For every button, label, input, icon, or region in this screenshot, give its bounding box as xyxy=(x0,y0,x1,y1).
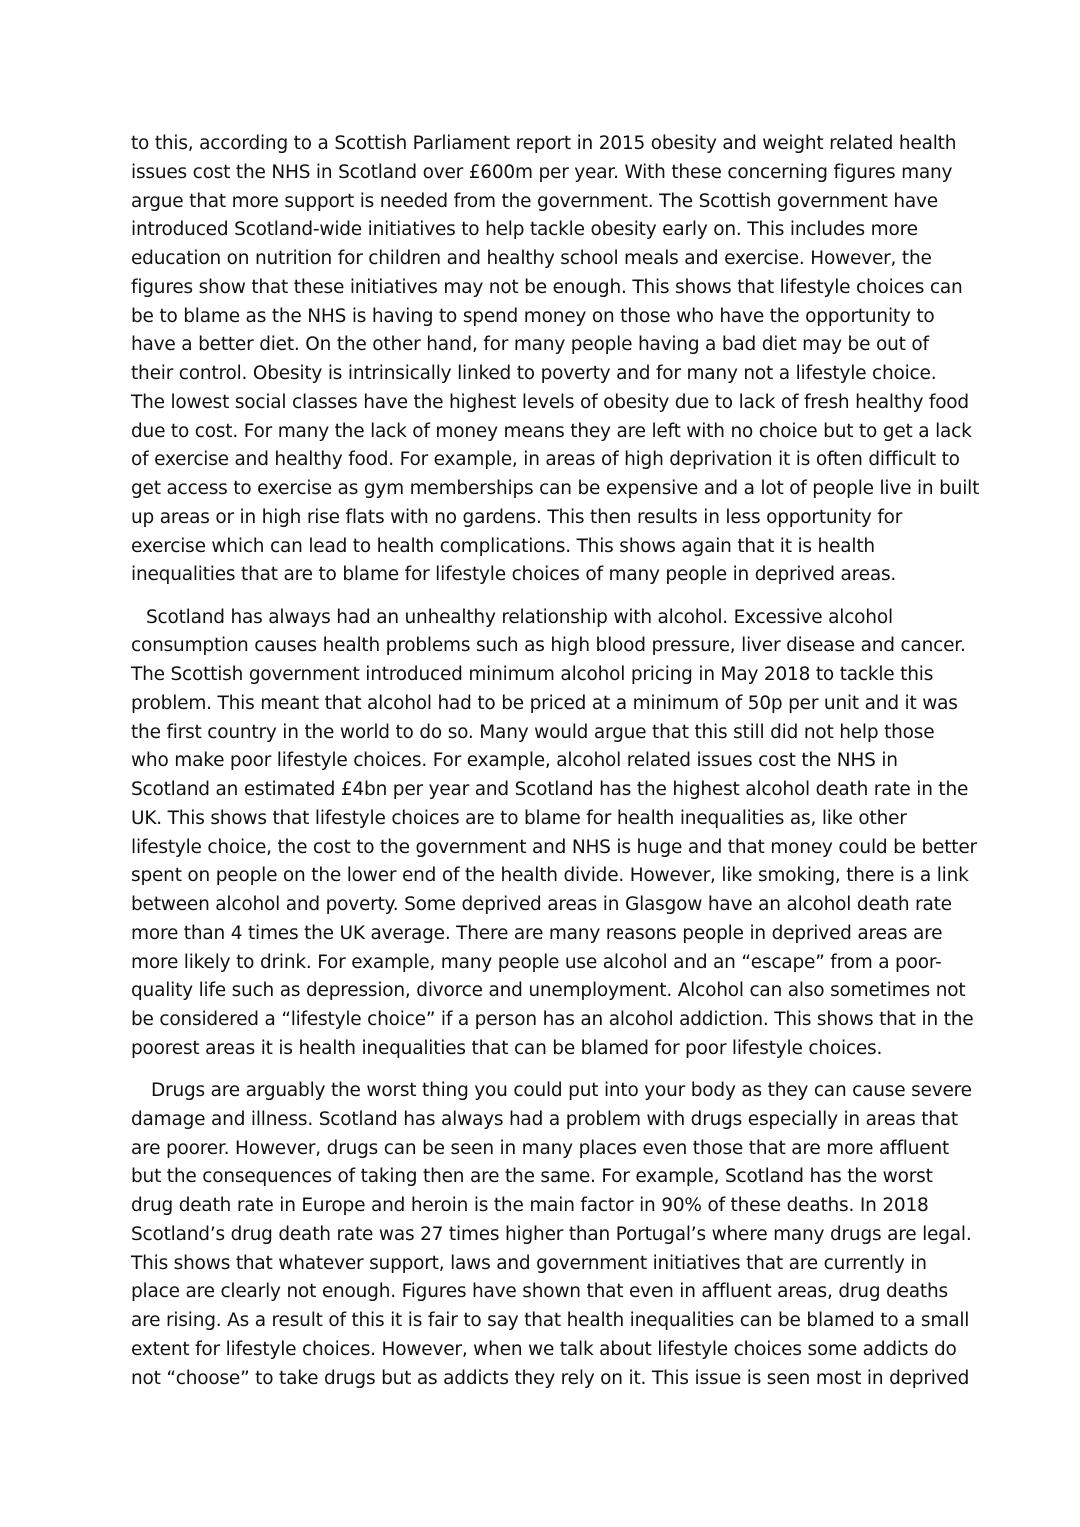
text-line: argue that more support is needed from the government. The Scottish government have xyxy=(131,190,938,212)
text-line: be considered a “lifestyle choice” if a person has an alcohol addiction. This shows that in the xyxy=(131,1009,974,1030)
text-line: place are clearly not enough. Figures have shown that even in affluent areas, drug deaths xyxy=(131,1281,948,1303)
text-line: their control. Obesity is intrinsically linked to poverty and for many not a lifestyle choice. xyxy=(131,363,937,384)
paragraph-obesity xyxy=(131,130,980,590)
text-line: are poorer. However, drugs can be seen in many places even those that are more affluent xyxy=(131,1137,950,1159)
text-line: exercise which can lead to health complications. This shows again that it is health xyxy=(131,535,875,557)
text-line: but the consequences of taking then are the same. For example, Scotland has the worst xyxy=(131,1166,933,1188)
text-line: poorest areas it is health inequalities that can be blamed for poor lifestyle choices. xyxy=(131,1037,883,1059)
text-line: more than 4 times the UK average. There are many reasons people in deprived areas are xyxy=(131,922,943,944)
text-line: issues cost the NHS in Scotland over £600m per year. With these concerning figures many xyxy=(131,161,953,183)
text-line: have a better diet. On the other hand, for many people having a bad diet may be out of xyxy=(131,334,929,356)
text-line: figures show that these initiatives may not be enough. This shows that lifestyle choices can xyxy=(131,276,963,298)
text-line: not “choose” to take drugs but as addicts they rely on it. This issue is seen most in deprived xyxy=(131,1367,970,1389)
text-line: The lowest social classes have the highest levels of obesity due to lack of fresh healthy food xyxy=(131,391,969,413)
text-line: Scotland’s drug death rate was 27 times higher than Portugal’s where many drugs are legal. xyxy=(131,1223,972,1245)
text-line: education on nutrition for children and healthy school meals and exercise. However, the xyxy=(131,248,932,269)
text-line: problem. This meant that alcohol had to be priced at a minimum of 50p per unit and it was xyxy=(131,692,958,714)
text-line: This shows that whatever support, laws and government initiatives that are currently in xyxy=(131,1252,927,1274)
document-body xyxy=(131,130,980,1393)
text-line: The Scottish government introduced minimum alcohol pricing in May 2018 to tackle this xyxy=(131,664,934,685)
text-line: between alcohol and poverty. Some deprived areas in Glasgow have an alcohol death rate xyxy=(131,894,952,915)
paragraph-alcohol xyxy=(131,604,977,1064)
text-line: up areas or in high rise flats with no gardens. This then results in less opportunity for xyxy=(131,506,903,528)
text-line: UK. This shows that lifestyle choices are to blame for health inequalities as, like other xyxy=(131,807,907,829)
text-line: extent for lifestyle choices. However, when we talk about lifestyle choices some addicts do xyxy=(131,1338,957,1360)
text-line: inequalities that are to blame for lifestyle choices of many people in deprived areas. xyxy=(131,564,897,586)
text-line: are rising. As a result of this it is fair to say that health inequalities can be blamed to a small xyxy=(131,1310,970,1331)
text-line: be to blame as the NHS is having to spend money on those who have the opportunity to xyxy=(131,305,935,327)
text-line: quality life such as depression, divorce and unemployment. Alcohol can also sometimes not xyxy=(131,980,966,1002)
text-line: introduced Scotland-wide initiatives to help tackle obesity early on. This includes more xyxy=(131,219,918,241)
text-line: to this, according to a Scottish Parliament report in 2015 obesity and weight related health xyxy=(131,133,957,154)
text-line: more likely to drink. For example, many people use alcohol and an “escape” from a poor- xyxy=(131,951,942,973)
text-line: lifestyle choice, the cost to the government and NHS is huge and that money could be better xyxy=(131,836,977,858)
text-line: get access to exercise as gym memberships can be expensive and a lot of people live in built xyxy=(131,478,980,499)
text-line: who make poor lifestyle choices. For example, alcohol related issues cost the NHS in xyxy=(131,750,898,772)
text-line: drug death rate in Europe and heroin is the main factor in 90% of these deaths. In 2018 xyxy=(131,1195,929,1216)
text-line: Scotland has always had an unhealthy relationship with alcohol. Excessive alcohol xyxy=(146,606,893,628)
text-line: Drugs are arguably the worst thing you could put into your body as they can cause severe xyxy=(151,1080,972,1101)
text-line: Scotland an estimated £4bn per year and Scotland has the highest alcohol death rate in the xyxy=(131,779,969,800)
text-line: the first country in the world to do so. Many would argue that this still did not help those xyxy=(131,721,935,743)
text-line: due to cost. For many the lack of money means they are left with no choice but to get a lack xyxy=(131,420,972,442)
text-line: consumption causes health problems such as high blood pressure, liver disease and cancer. xyxy=(131,635,966,657)
text-line: damage and illness. Scotland has always had a problem with drugs especially in areas that xyxy=(131,1108,958,1130)
paragraph-drugs xyxy=(131,1077,972,1393)
text-line: of exercise and healthy food. For example, in areas of high deprivation it is often difficult to xyxy=(131,449,960,471)
text-line: spent on people on the lower end of the health divide. However, like smoking, there is a link xyxy=(131,865,969,887)
